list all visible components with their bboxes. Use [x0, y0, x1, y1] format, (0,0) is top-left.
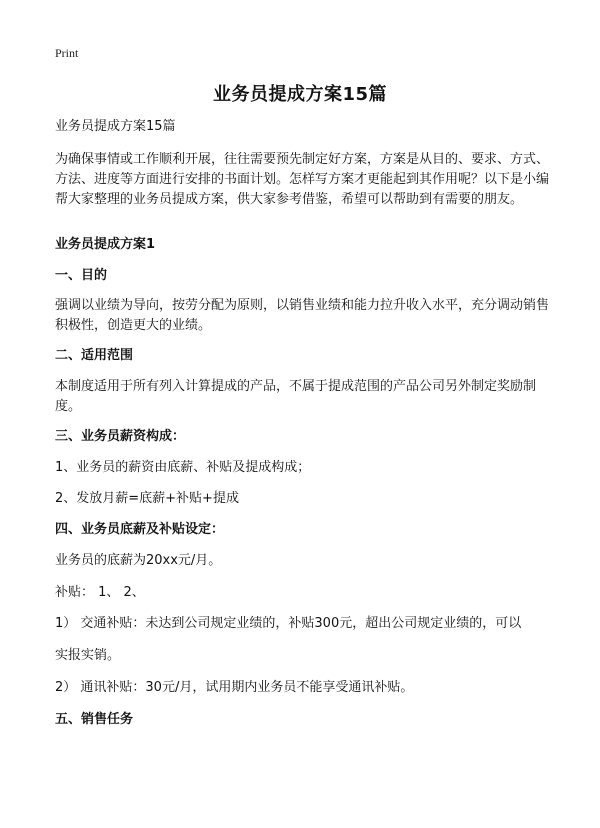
goal-heading: 一、目的 — [55, 268, 108, 283]
transport-subsidy-line-2: 实报实销。 — [55, 648, 121, 663]
scope-text: 本制度适用于所有列入计算提成的产品，不属于提成范围的产品公司另外制定奖励制度。 — [55, 379, 537, 414]
salary-heading: 三、业务员薪资构成： — [55, 429, 186, 444]
goal-text: 强调以业绩为导向，按劳分配为原则，以销售业绩和能力拉升收入水平，充分调动销售积极性，创造更大的业绩。 — [55, 298, 550, 333]
transport-subsidy-line-1: 1） 交通补贴：未达到公司规定业绩的，补贴300元，超出公司规定业绩的，可以 — [55, 616, 522, 631]
print-link[interactable]: Print — [55, 46, 79, 60]
intro-subtitle: 业务员提成方案15篇 — [55, 119, 176, 134]
base-heading: 四、业务员底薪及补贴设定： — [55, 522, 225, 537]
sales-task-heading: 五、销售任务 — [55, 712, 134, 727]
base-salary-text: 业务员的底薪为20xx元/月。 — [55, 553, 222, 568]
salary-item-1: 1、业务员的薪资由底薪、补贴及提成构成； — [55, 460, 311, 475]
scope-heading: 二、适用范围 — [55, 348, 134, 363]
phone-subsidy-text: 2） 通讯补贴：30元/月，试用期内业务员不能享受通讯补贴。 — [55, 680, 414, 695]
subsidy-text: 补贴： 1、 2、 — [55, 585, 145, 600]
section-heading: 业务员提成方案1 — [55, 237, 156, 252]
intro-paragraph: 为确保事情或工作顺利开展，往往需要预先制定好方案，方案是从目的、要求、方式、方法、进度等方面进行安排的书面计划。怎样写方案才更能起到其作用呢？以下是小编帮大家整理的业务员提成方案，供大家参考借鉴，希望可以帮助到有需要的朋友。 — [55, 152, 550, 207]
salary-item-2: 2、发放月薪=底薪+补贴+提成 — [55, 491, 239, 506]
page-title: 业务员提成方案15篇 — [212, 84, 388, 105]
